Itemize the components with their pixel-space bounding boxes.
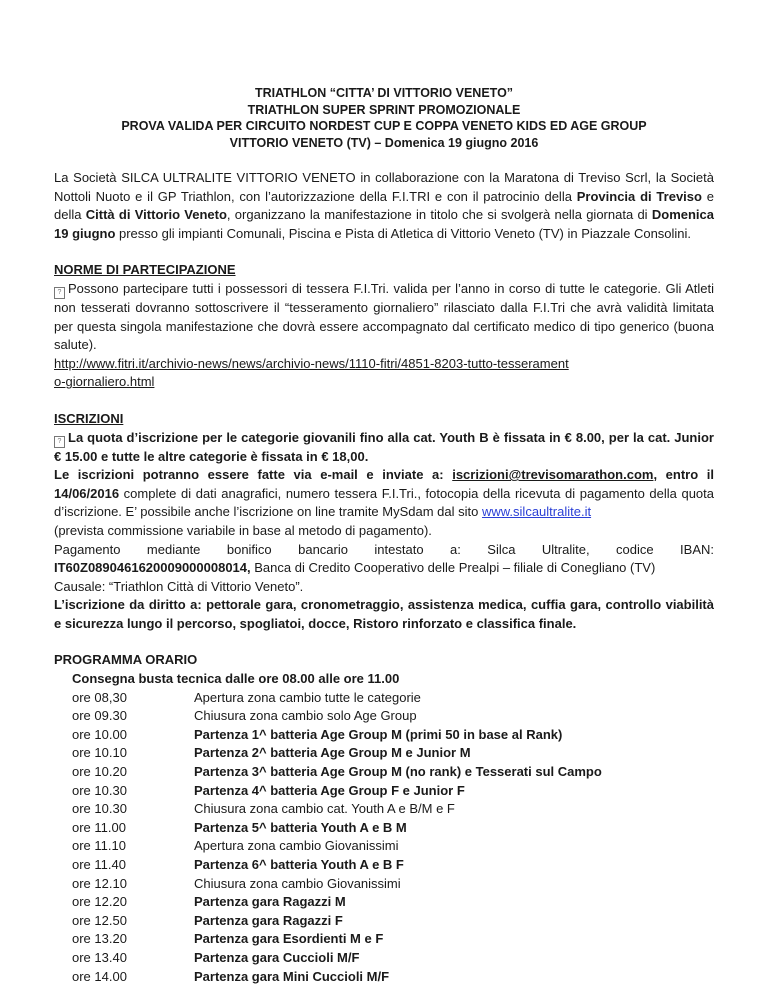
quota-paragraph: [54, 429, 714, 467]
schedule-row: [72, 856, 714, 875]
schedule: [72, 670, 714, 986]
email-link[interactable]: iscrizioni@trevisomarathon.com: [452, 467, 654, 483]
schedule-time: ore 09.30: [72, 708, 127, 724]
schedule-description: Partenza gara Cuccioli M/F: [194, 949, 360, 965]
iban-code: IT60Z0890461620009000008014,: [54, 560, 251, 576]
schedule-row: [72, 726, 714, 745]
schedule-description: Chiusura zona cambio cat. Youth A e B/M e F: [194, 801, 455, 817]
schedule-time: ore 12.20: [72, 894, 127, 910]
schedule-description: Partenza 5^ batteria Youth A e B M: [194, 819, 407, 835]
schedule-row: [72, 763, 714, 782]
intro-bold-citta: Città di Vittorio Veneto: [85, 207, 227, 223]
deadline-date: 14/06/2016: [54, 485, 120, 501]
includes-paragraph: [54, 596, 714, 633]
schedule-row: [72, 744, 714, 763]
schedule-row: [72, 893, 714, 912]
schedule-time: ore 12.50: [72, 912, 127, 928]
title-line-2: TRIATHLON SUPER SPRINT PROMOZIONALE: [247, 102, 521, 117]
schedule-time: ore 11.10: [72, 838, 126, 854]
norme-paragraph: [54, 280, 714, 355]
quota-text: La quota d’iscrizione per le categorie giovanili fino alla cat. Youth B è fissata in € 8.00, per la cat. Junior € 15.00 e tutte le altre categorie è fissata in € 18,00.: [54, 429, 714, 464]
title-line-1: TRIATHLON “CITTA’ DI VITTORIO VENETO”: [254, 86, 514, 100]
schedule-row: [72, 875, 714, 894]
schedule-row: [72, 930, 714, 949]
bullet-placeholder-icon: ?: [54, 287, 65, 299]
schedule-row: [72, 949, 714, 968]
title-line-4: VITTORIO VENETO (TV) – Domenica 19 giugno 2016: [229, 135, 539, 150]
schedule-description: Partenza 6^ batteria Youth A e B F: [194, 857, 404, 872]
schedule-time: ore 11.40: [72, 857, 126, 872]
norme-heading: NORME DI PARTECIPAZIONE: [54, 262, 236, 278]
schedule-description: Partenza 3^ batteria Age Group M (no rank) e Tesserati sul Campo: [194, 764, 602, 780]
email-intro-text: Le iscrizioni potranno essere fatte via e-mail e inviate a:: [54, 467, 453, 483]
schedule-time: ore 10.30: [72, 782, 127, 798]
schedule-description: Partenza gara Ragazzi M: [194, 894, 346, 910]
norme-text: Possono partecipare tutti i possessori di tessera F.I.Tri. valida per l’anno in corso di tutte le categorie. Gli Atleti non tesserati dovranno sottoscrivere il “tesseramento giornaliero” rilasciato dalla F.I.Tri che avrà validità limitata per questa singola manifestazione che dovrà essere accompagnato dal certificato medico di tipo generico (buona salute).: [54, 280, 714, 353]
schedule-description: Apertura zona cambio tutte le categorie: [194, 689, 421, 705]
fitri-link[interactable]: http://www.fitri.it/archivio-news/news/archivio-news/1110-fitri/4851-8203-tutto-tesseramento-giornaliero.html: [54, 355, 569, 390]
intro-text: e della: [54, 188, 715, 223]
schedule-time: ore 10.20: [72, 764, 127, 780]
schedule-time: ore 11.00: [72, 819, 126, 835]
deadline-prefix: , entro il: [653, 467, 715, 483]
schedule-time: ore 13.20: [72, 931, 127, 947]
schedule-description: Chiusura zona cambio Giovanissimi: [194, 875, 401, 891]
schedule-time: ore 13.40: [72, 949, 127, 965]
schedule-row: [72, 689, 714, 708]
iscrizioni-heading: ISCRIZIONI: [54, 410, 124, 426]
intro-text: , organizzano la manifestazione in titolo che si svolgerà nella giornata di: [226, 207, 652, 223]
bank-text: Banca di Credito Cooperativo delle Prealpi – filiale di Conegliano (TV): [250, 560, 656, 576]
programma-heading: PROGRAMMA ORARIO: [54, 652, 198, 668]
schedule-description: Partenza 4^ batteria Age Group F e Junior F: [194, 782, 465, 798]
bullet-placeholder-icon: ?: [54, 436, 65, 448]
schedule-description: Apertura zona cambio Giovanissimi: [194, 838, 399, 854]
consegna-line: Consegna busta tecnica dalle ore 08.00 alle ore 11.00: [72, 671, 400, 687]
iban-paragraph: [54, 559, 714, 578]
schedule-row: [72, 707, 714, 726]
schedule-row: [72, 968, 714, 987]
schedule-row: [72, 800, 714, 819]
schedule-description: Partenza gara Mini Cuccioli M/F: [194, 968, 390, 984]
schedule-time: ore 14.00: [72, 968, 127, 984]
schedule-description: Chiusura zona cambio solo Age Group: [194, 708, 417, 724]
schedule-time: ore 12.10: [72, 875, 127, 891]
website-link[interactable]: www.silcaultralite.it: [481, 504, 592, 520]
schedule-row: [72, 912, 714, 931]
schedule-description: Partenza 1^ batteria Age Group M (primi 50 in base al Rank): [194, 726, 563, 742]
schedule-rows: [72, 689, 714, 987]
schedule-time: ore 08,30: [72, 689, 127, 705]
intro-text: La Società SILCA ULTRALITE VITTORIO VENETO in collaborazione con la Maratona di Treviso Scrl, la Società Nottoli Nuoto e il GP Triathlon, con l’autorizzazione della F.I.TRI e con il patrocinio della: [54, 170, 714, 204]
includes-text: L’iscrizione da diritto a: pettorale gara, cronometraggio, assistenza medica, cuffia gara, controllo viabilità e sicurezza lungo il percorso, spogliatoi, docce, Ristoro rinforzato e classifica finale.: [54, 597, 714, 631]
document-title-block: [54, 85, 714, 151]
document-page: [54, 85, 714, 986]
payment-line: Pagamento mediante bonifico bancario intestato a: Silca Ultralite, codice IBAN:: [54, 541, 714, 557]
commission-text: (prevista commissione variabile in base al metodo di pagamento).: [54, 522, 432, 538]
schedule-time: ore 10.00: [72, 726, 127, 742]
intro-bold-provincia: Provincia di Treviso: [576, 188, 702, 204]
intro-paragraph: [54, 169, 714, 243]
schedule-row: [72, 782, 714, 801]
intro-text: presso gli impianti Comunali, Piscina e Pista di Atletica di Vittorio Veneto (TV) in Piazzale Consolini.: [115, 225, 692, 241]
email-rest-text: complete di dati anagrafici, numero tessera F.I.Tri., fotocopia della ricevuta di pagamento della quota d’iscrizione. E’ possibile anche l’iscrizione on line tramite MySdam dal sito: [54, 485, 714, 520]
schedule-row: [72, 819, 714, 838]
schedule-description: Partenza gara Ragazzi F: [194, 912, 343, 928]
norme-link-paragraph: [54, 355, 574, 392]
schedule-time: ore 10.10: [72, 745, 127, 761]
schedule-description: Partenza gara Esordienti M e F: [194, 931, 384, 947]
intro-bold-date: Domenica 19 giugno: [54, 207, 714, 241]
schedule-time: ore 10.30: [72, 801, 127, 817]
schedule-description: Partenza 2^ batteria Age Group M e Junior M: [194, 745, 471, 761]
schedule-row: [72, 837, 714, 856]
email-paragraph: [54, 466, 714, 522]
causale-text: Causale: “Triathlon Città di Vittorio Veneto”.: [54, 578, 304, 594]
title-line-3: PROVA VALIDA PER CIRCUITO NORDEST CUP E COPPA VENETO KIDS ED AGE GROUP: [121, 119, 647, 133]
